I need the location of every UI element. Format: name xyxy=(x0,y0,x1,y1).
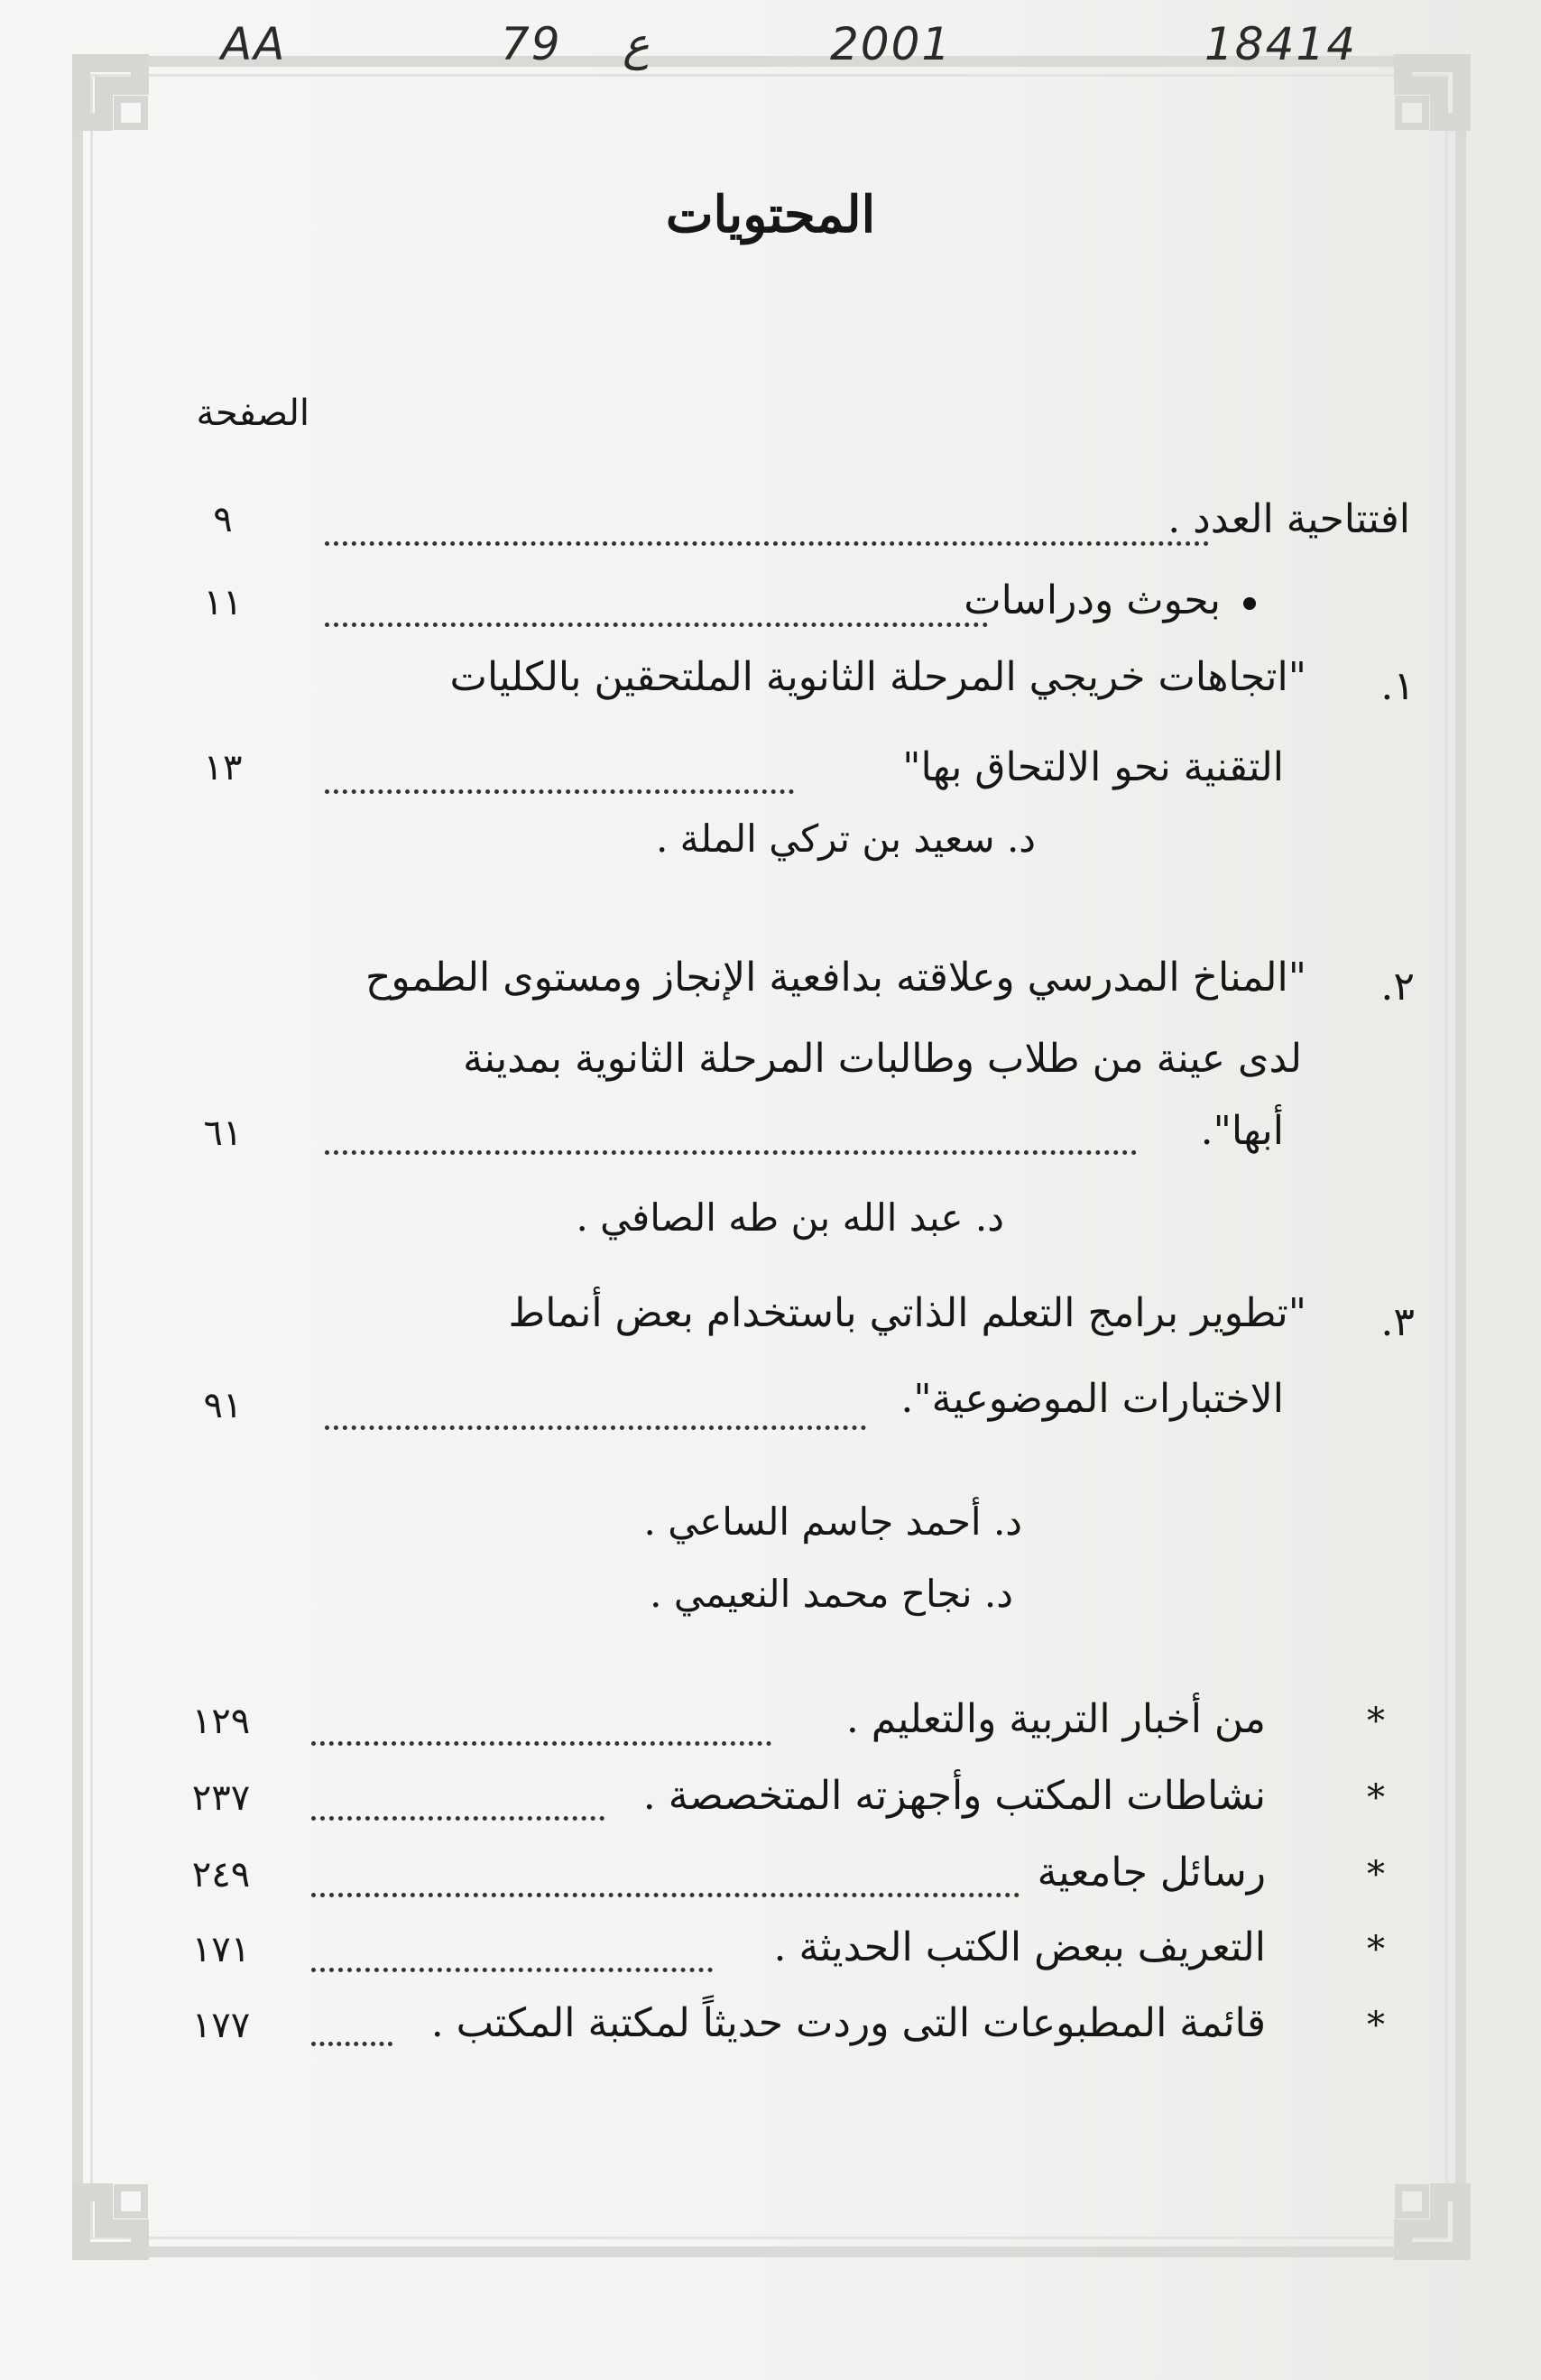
toc-entry-title: افتتاحية العدد . xyxy=(1167,496,1410,542)
toc-page-number: ١٢٩ xyxy=(191,1701,251,1742)
handwritten-note: 18414 xyxy=(1204,18,1358,70)
toc-page-number: ٩١ xyxy=(203,1385,243,1426)
article-title-line: التقنية نحو الالتحاق بها" xyxy=(902,744,1284,790)
article-number: ٢. xyxy=(1380,964,1415,1010)
toc-page-number: ١٣ xyxy=(203,747,243,789)
leader-dots xyxy=(325,541,1209,546)
star-marker: * xyxy=(1367,1701,1385,1742)
article-title-line: "المناخ المدرسي وعلاقته بدافعية الإنجاز ومستوى الطموح xyxy=(364,955,1306,1001)
leader-dots xyxy=(311,2042,392,2046)
leader-dots xyxy=(311,1741,771,1746)
star-marker: * xyxy=(1367,1777,1385,1819)
article-title-line: الاختبارات الموضوعية". xyxy=(900,1376,1284,1422)
leader-dots xyxy=(311,1968,713,1972)
toc-page-number: ١٧٧ xyxy=(191,2005,251,2046)
toc-page-number: ٢٤٩ xyxy=(191,1854,251,1896)
handwritten-note: ع xyxy=(623,18,650,70)
star-marker: * xyxy=(1367,1854,1385,1896)
page-column-header: الصفحة xyxy=(196,392,309,434)
handwritten-note: 79 xyxy=(501,18,562,70)
article-title-line: "اتجاهات خريجي المرحلة الثانوية الملتحقين بالكليات xyxy=(449,654,1306,700)
toc-entry-title: قائمة المطبوعات التى وردت حديثاً لمكتبة المكتب . xyxy=(430,2000,1266,2046)
bullet-icon xyxy=(1243,597,1256,610)
page-title: المحتويات xyxy=(665,185,876,244)
handwritten-note: 2001 xyxy=(830,18,953,70)
toc-entry-title: التعريف ببعض الكتب الحديثة . xyxy=(773,1924,1266,1970)
leader-dots xyxy=(311,1816,604,1821)
toc-entry-title: نشاطات المكتب وأجهزته المتخصصة . xyxy=(642,1773,1266,1819)
toc-section-title: بحوث ودراسات xyxy=(964,577,1221,623)
article-title-line: أبها". xyxy=(1200,1108,1284,1154)
corner-ornament xyxy=(1340,2129,1475,2265)
article-title-line: لدى عينة من طلاب وطالبات المرحلة الثانوية بمدينة xyxy=(463,1036,1302,1082)
leader-dots xyxy=(325,1150,1137,1155)
article-author: د. نجاح محمد النعيمي . xyxy=(650,1572,1013,1616)
toc-page-number: ٢٣٧ xyxy=(191,1777,251,1819)
corner-ornament xyxy=(1340,50,1475,185)
toc-page-number: ١٧١ xyxy=(191,1929,251,1970)
article-number: ٣. xyxy=(1380,1299,1415,1345)
leader-dots xyxy=(325,789,794,794)
article-author: د. أحمد جاسم الساعي . xyxy=(643,1499,1022,1544)
toc-entry-title: رسائل جامعية xyxy=(1037,1850,1266,1896)
article-title-line: "تطوير برامج التعلم الذاتي باستخدام بعض أنماط xyxy=(508,1290,1306,1336)
leader-dots xyxy=(325,623,988,627)
handwritten-note: AA xyxy=(221,18,287,70)
toc-page-number: ١١ xyxy=(203,582,243,623)
toc-page-number: ٩ xyxy=(213,499,233,540)
article-author: د. سعيد بن تركي الملة . xyxy=(655,816,1036,861)
toc-page-number: ٦١ xyxy=(203,1112,243,1154)
article-number: ١. xyxy=(1380,663,1415,709)
leader-dots xyxy=(325,1425,866,1430)
corner-ornament xyxy=(68,2129,203,2265)
toc-entry-title: من أخبار التربية والتعليم . xyxy=(845,1696,1266,1742)
leader-dots xyxy=(311,1893,1020,1897)
star-marker: * xyxy=(1367,1929,1385,1970)
article-author: د. عبد الله بن طه الصافي . xyxy=(576,1195,1004,1240)
corner-ornament xyxy=(68,50,203,185)
star-marker: * xyxy=(1367,2005,1385,2046)
